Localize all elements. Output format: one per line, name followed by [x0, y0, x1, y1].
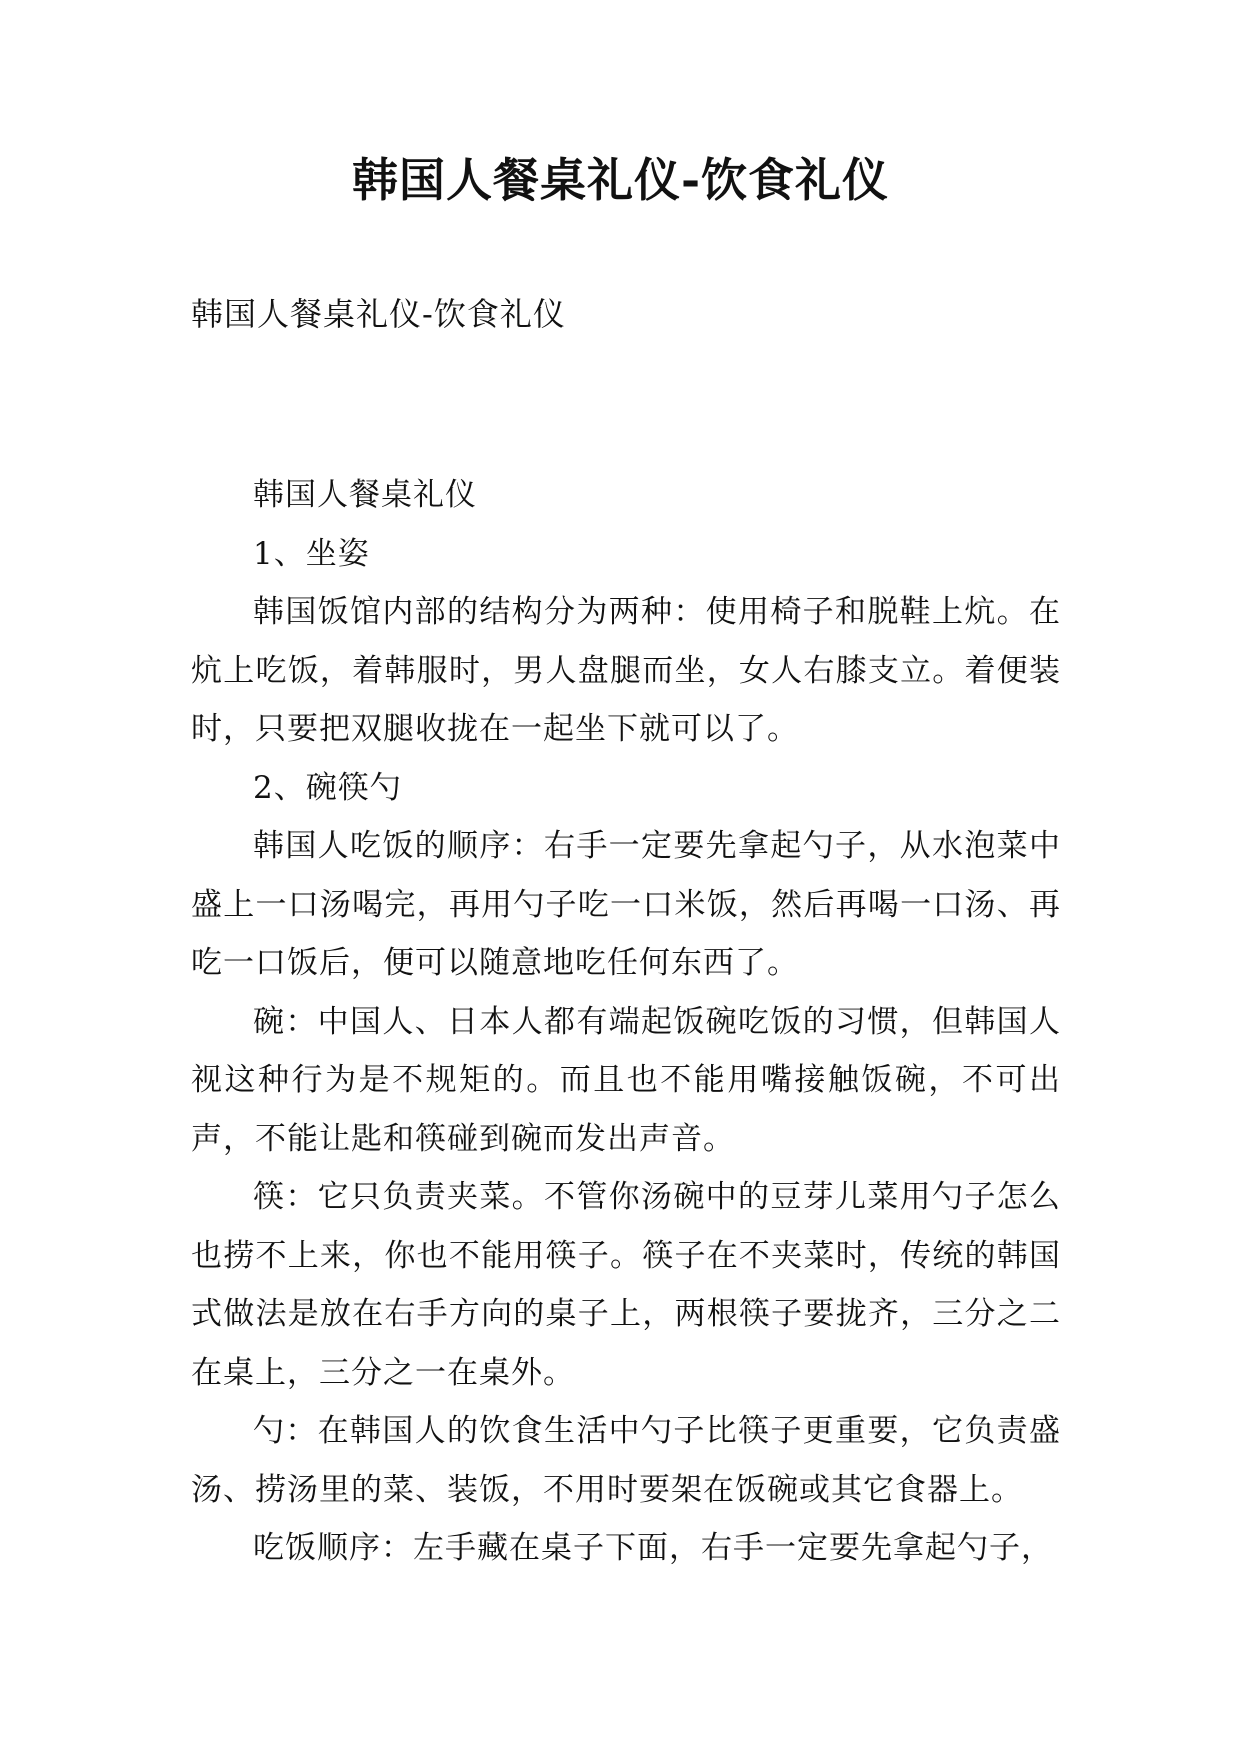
document-subtitle: 韩国人餐桌礼仪-饮食礼仪 [191, 295, 566, 333]
paragraph-eating-sequence: 吃饭顺序：左手藏在桌子下面，右手一定要先拿起勺子， [253, 1530, 1053, 1566]
section-heading-utensils: 2、碗筷勺 [253, 769, 402, 806]
document-body [191, 466, 1061, 1578]
paragraph-spoon: 勺：在韩国人的饮食生活中勺子比筷子更重要，它负责盛汤、捞汤里的菜、装饭，不用时要架在饭碗或其它食器上。 [191, 1413, 1061, 1508]
paragraph-eating-order: 韩国人吃饭的顺序：右手一定要先拿起勺子，从水泡菜中盛上一口汤喝完，再用勺子吃一口米饭，然后再喝一口汤、再吃一口饭后，便可以随意地吃任何东西了。 [191, 828, 1061, 981]
section-heading-etiquette: 韩国人餐桌礼仪 [253, 477, 477, 513]
document-title: 韩国人餐桌礼仪-饮食礼仪 [351, 153, 890, 207]
paragraph-chopsticks: 筷：它只负责夹菜。不管你汤碗中的豆芽儿菜用勺子怎么也捞不上来，你也不能用筷子。筷子在不夹菜时，传统的韩国式做法是放在右手方向的桌子上，两根筷子要拢齐，三分之二在桌上，三分之一在桌外。 [191, 1179, 1061, 1391]
paragraph-bowl: 碗：中国人、日本人都有端起饭碗吃饭的习惯，但韩国人视这种行为是不规矩的。而且也不能用嘴接触饭碗，不可出声，不能让匙和筷碰到碗而发出声音。 [191, 1003, 1061, 1157]
paragraph-sitting: 韩国饭馆内部的结构分为两种：使用椅子和脱鞋上炕。在炕上吃饭，着韩服时，男人盘腿而坐，女人右膝支立。着便装时，只要把双腿收拢在一起坐下就可以了。 [191, 594, 1061, 747]
section-heading-sitting: 1、坐姿 [253, 535, 370, 572]
